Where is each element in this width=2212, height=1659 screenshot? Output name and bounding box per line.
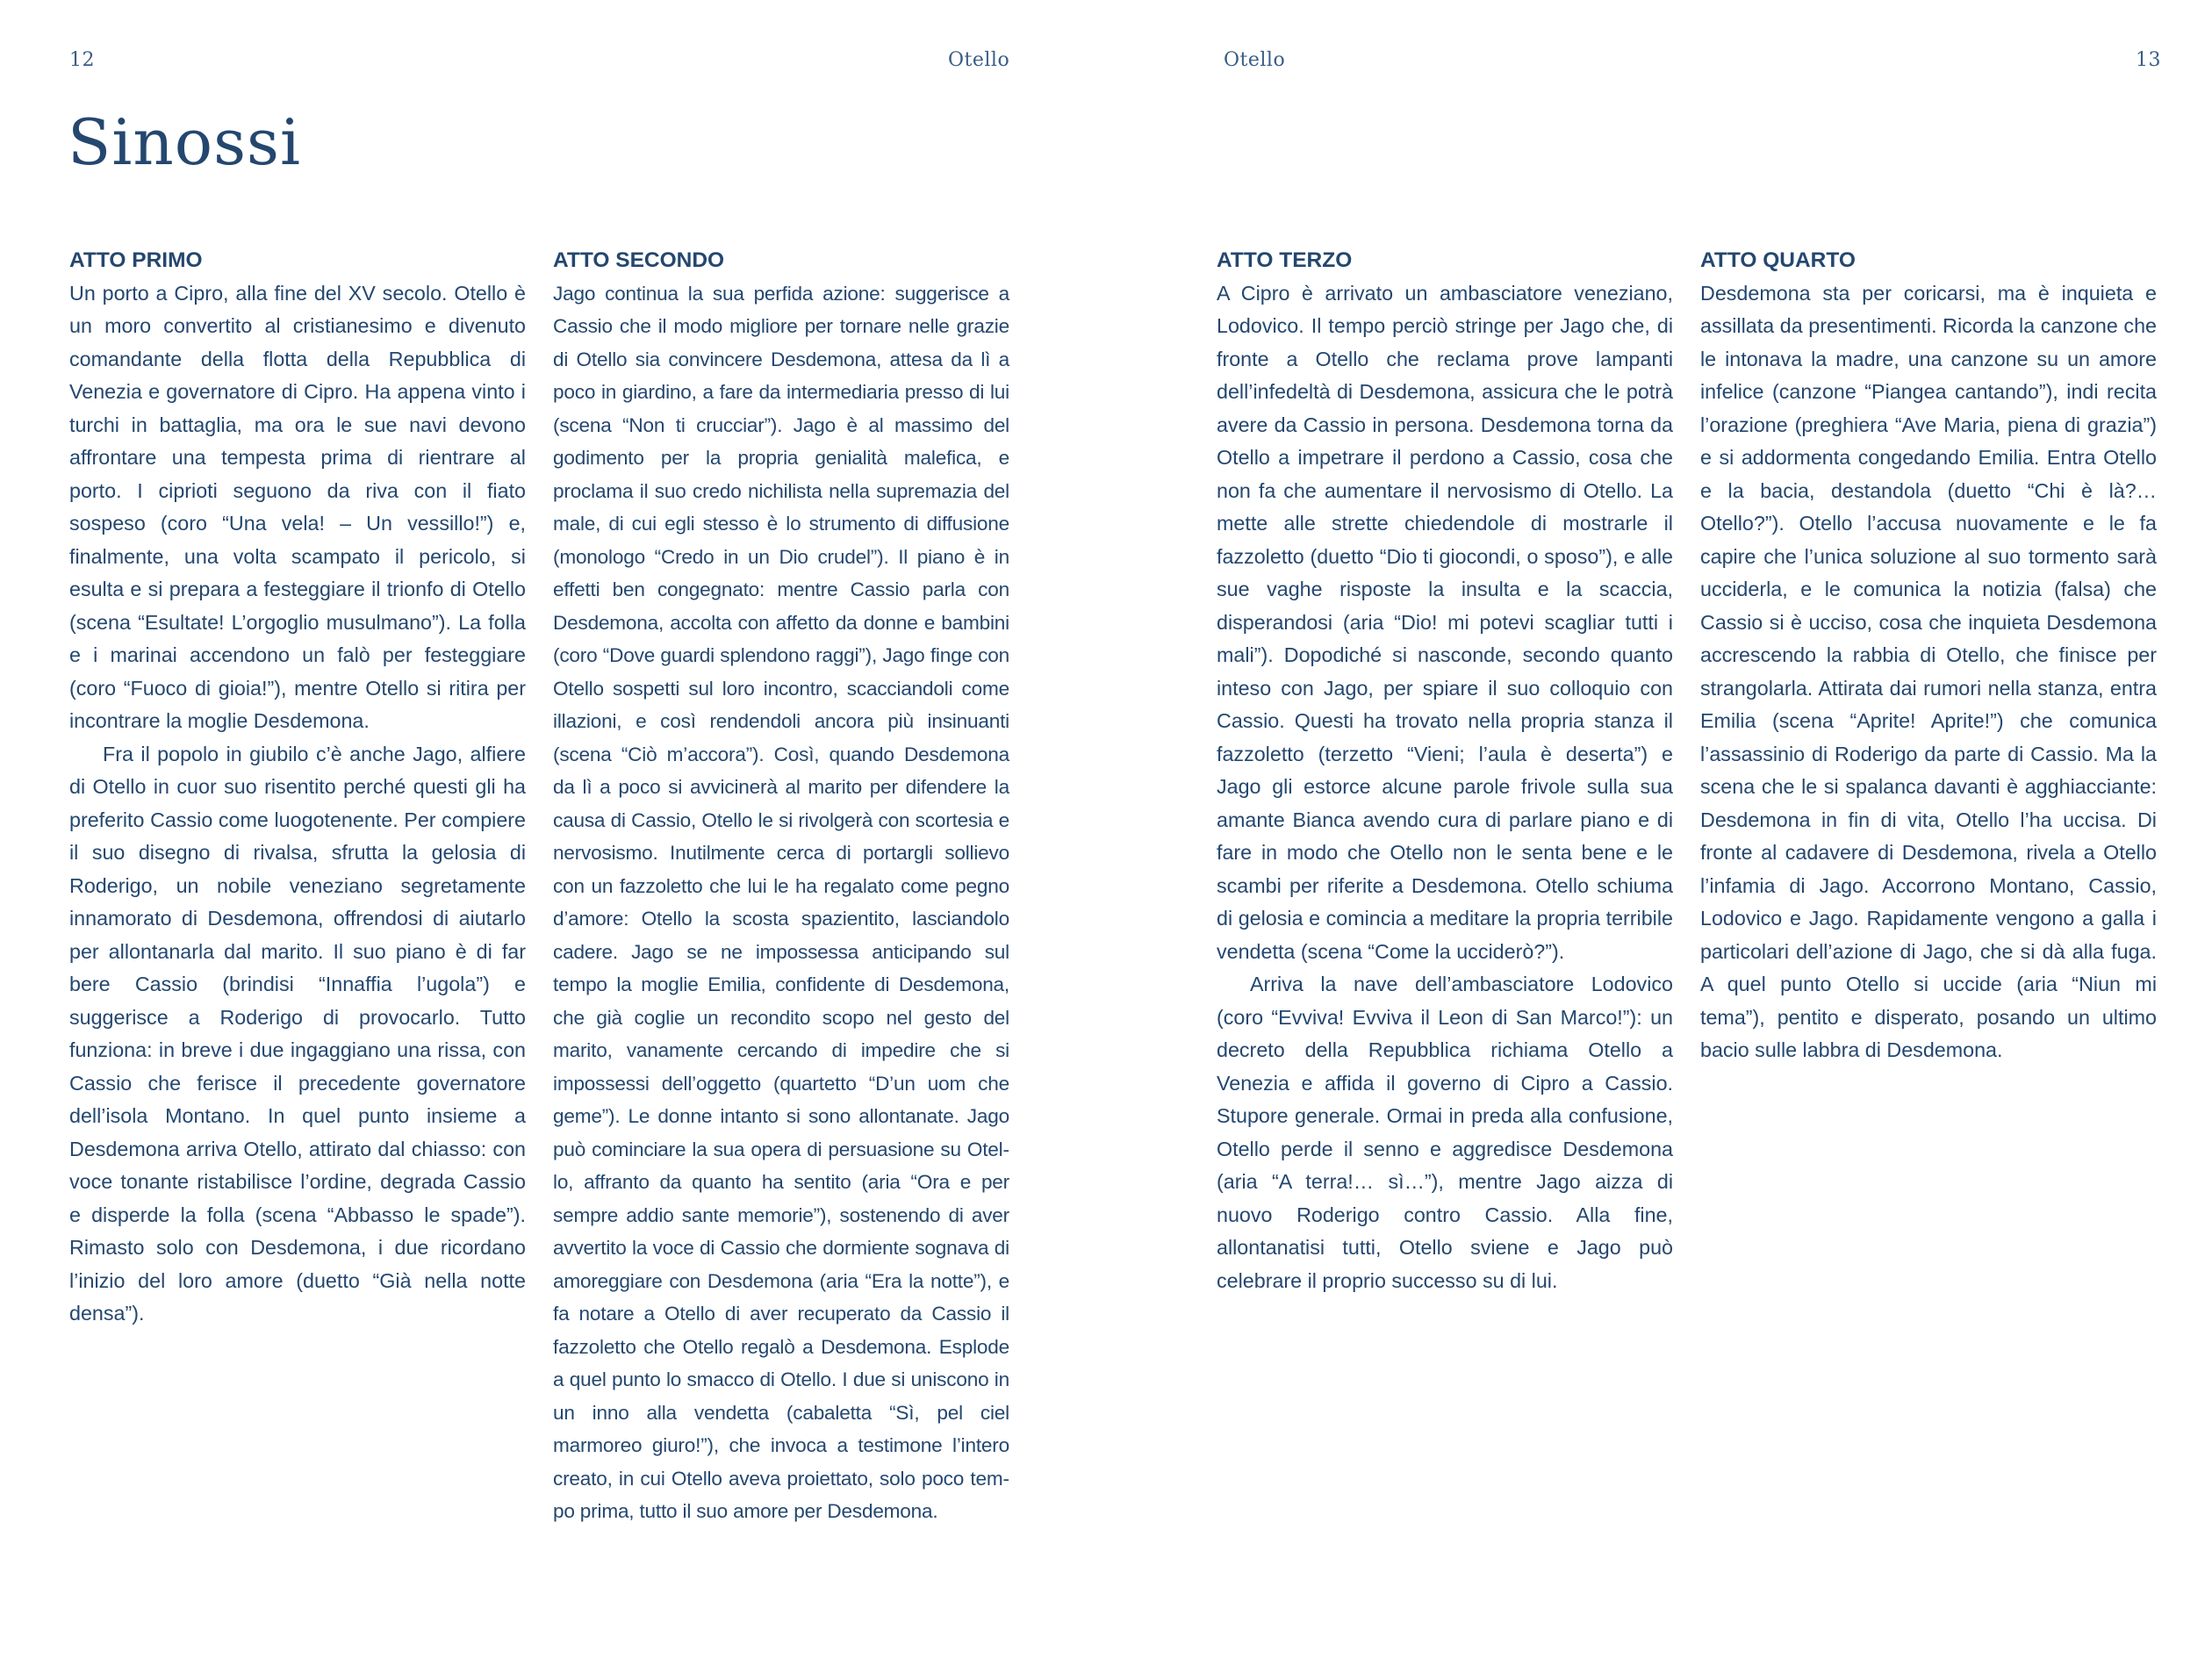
paragraph: A Cipro è arrivato un ambasciatore veneziano, Lodovico. Il tempo perciò stringe per Jago che, di fronte a Otello che reclama prove lampanti dell’infedeltà di Desdemona, assicura che le potrà avere da Cassio in persona. Desdemona torna da Otello a impetrare il perdono a Cassio, cosa che non fa che aumentare il nervosismo di Otello. La mette alle strette chiedendole di mostrarle il fazzoletto (duetto “Dio ti giocondi, o sposo”), e alle sue vaghe risposte la insulta e la scaccia, disperandosi (aria “Dio! mi potevi scagliar tutti i mali”). Dopodiché si nasconde, secondo quanto inteso con Jago, per spiare il suo colloquio con Cassio. Questi ha trovato nella propria stanza il fazzoletto (terzetto “Vieni; l’aula è deserta”) e Jago gli estorce alcune parole frivole sulla sua amante Bianca avendo cura di parlare piano e di fare in modo che Otello non le senta bene e le scambi per riferite a Desdemona. Otello schiuma di gelosia e comincia a meditare la propria terribile vendetta (scena “Come la ucciderò?”). <box>1217 281 1673 963</box>
act-one-column <box>69 244 526 1331</box>
page-number-left: 12 <box>69 49 95 71</box>
paragraph: Jago continua la sua perfida azione: suggerisce a Cassio che il modo migliore per tornare nelle grazie di Otello sia convincere Desdemona, attesa da lì a poco in giardino, a fare da intermediaria presso di lui (scena “Non ti crucciar”). Jago è al massimo del godimento per la propria genialità malefica, e proclama il suo credo nichilista nella supremazia del male, di cui egli stesso è lo strumento di diffusione (monologo “Credo in un Dio crudel”). Il piano è in effetti ben congegnato: mentre Cassio parla con Desdemona, accolta con affetto da donne e bambini (coro “Dove guardi splendono raggi”), Jago finge con Otello sospetti sul loro incontro, scacciandoli come illazioni, e così rendendoli ancora più insinuanti (scena “Ciò m’accora”). Così, quando Desdemona da lì a poco si avvicinerà al marito per difendere la causa di Cassio, Otello le si rivolgerà con scortesia e nervosismo. Inutilmente cerca di portargli sollievo con un fazzoletto che lui le ha regalato come pegno d’amore: Otello la scosta spazientito, lasciandolo cadere. Jago se ne impossessa anticipando sul tempo la moglie Emilia, confidente di Desdemona, che già coglie un recondito scopo nel gesto del marito, vanamente cercando di impedire che si impossessi dell’oggetto (quartetto “D’un uom che geme”). Le donne intanto si sono allontanate. Jago può cominciare la sua opera di persuasione su Otello, affranto da quanto ha sentito (aria “Ora e per sempre addio sante memorie”), sostenendo di aver avvertito la voce di Cassio che dormiente sognava di amoreggiare con Desdemona (aria “Era la notte”), e fa notare a Otello di aver recuperato da Cassio il fazzoletto che Otello regalò a Desdemona. Esplode a quel punto lo smacco di Otello. I due si uniscono in un inno alla vendetta (cabaletta “Sì, pel ciel marmoreo giuro!”), che invoca a testimone l’intero creato, in cui Otello aveva proiettato, solo poco tempo prima, tutto il suo amore per Desdemona. <box>553 282 1009 1522</box>
act-heading: ATTO PRIMO <box>69 248 203 272</box>
act-heading: ATTO QUARTO <box>1700 248 1856 272</box>
page-title: Sinossi <box>68 105 301 179</box>
act-three-column <box>1217 244 1673 1297</box>
paragraph: Arriva la nave dell’ambasciatore Lodovico (coro “Evviva! Evviva il Leon di San Marco!”): un decreto della Repubblica richiama Otello a Venezia e affida il governo di Cipro a Cassio. Stupore generale. Ormai in preda alla confusione, Otello perde il senno e aggredisce Desdemona (aria “A terra!… sì…”), mentre Jago aizza di nuovo Roderigo contro Cassio. Alla fine, allontanatisi tutti, Otello sviene e Jago può celebrare il proprio successo su di lui. <box>1217 973 1673 1292</box>
act-four-column <box>1700 244 2157 1067</box>
paragraph: Un porto a Cipro, alla fine del XV secolo. Otello è un moro convertito al cristianesimo e divenuto comandante della flotta della Repubblica di Venezia e governatore di Cipro. Ha appena vinto i turchi in battaglia, ma ora le sue navi devono affrontare una tempesta prima di rientrare al porto. I ciprioti seguono da riva con il fiato sospeso (coro “Una vela! – Un vessillo!”) e, finalmente, una volta scampato il pericolo, si esulta e si prepara a festeggiare il trionfo di Otello (scena “Esultate! L’orgoglio musulmano”). La folla e i marinai accendono un falò per festeggiare (coro “Fuoco di gioia!”), mentre Otello si ritira per incontrare la moglie Desdemona. <box>69 281 526 732</box>
paragraph: Fra il popolo in giubilo c’è anche Jago, alfiere di Otello in cuor suo risentito perché questi gli ha preferito Cassio come luogotenente. Per compiere il suo disegno di rivalsa, sfrutta la gelosia di Roderigo, un nobile veneziano segretamente innamorato di Desdemona, offrendosi di aiutarlo per allontanarla dal marito. Il suo piano è di far bere Cassio (brindisi “Innaffia l’ugola”) e suggerisce a Roderigo di provocarlo. Tutto funziona: in breve i due ingaggiano una rissa, con Cassio che ferisce il precedente governatore dell’isola Montano. In quel punto insieme a Desdemona arriva Otello, attirato dal chiasso: con voce tonante ristabilisce l’ordine, degrada Cassio e disperde la folla (scena “Abbasso le spade”). Rimasto solo con Desdemona, i due ricordano l’inizio del loro amore (duetto “Già nella notte densa”). <box>69 742 526 1325</box>
act-heading: ATTO TERZO <box>1217 248 1353 272</box>
paragraph: Desdemona sta per coricarsi, ma è inquieta e assillata da presentimenti. Ricorda la canzone che le intonava la madre, una canzone su un amore infelice (canzone “Piangea cantando”), indi recita l’orazione (preghiera “Ave Maria, piena di grazia”) e si addormenta congedando Emilia. Entra Otello e la bacia, destandola (duetto “Chi è là?… Otello?”). Otello l’accusa nuovamente e le fa capire che l’unica soluzione al suo tormento sarà ucciderla, e le comunica la notizia (falsa) che Cassio si è ucciso, cosa che inquieta Desdemona accrescendo la rabbia di Otello, che finisce per strangolarla. Attirata dai rumori nella stanza, entra Emilia (scena “Aprite! Aprite!”) che comunica l’assassinio di Roderigo da parte di Cassio. Ma la scena che le si spalanca davanti è agghiacciante: Desdemona in fin di vita, Otello l’ha uccisa. Di fronte al cadavere di Desdemona, rivela a Otello l’infamia di Jago. Accorrono Montano, Cassio, Lodovico e Jago. Rapidamente vengono a galla i particolari dell’azione di Jago, che si dà alla fuga. A quel punto Otello si uccide (aria “Niun mi tema”), pentito e disperato, posando un ultimo bacio sulle labbra di Desdemona. <box>1700 281 2157 1061</box>
running-title-left: Otello <box>948 49 1010 71</box>
running-title-right: Otello <box>1224 49 1286 71</box>
act-heading: ATTO SECONDO <box>553 248 725 272</box>
right-page <box>1106 0 2212 1659</box>
page-number-right: 13 <box>2136 49 2161 71</box>
act-two-column <box>553 244 1009 1528</box>
